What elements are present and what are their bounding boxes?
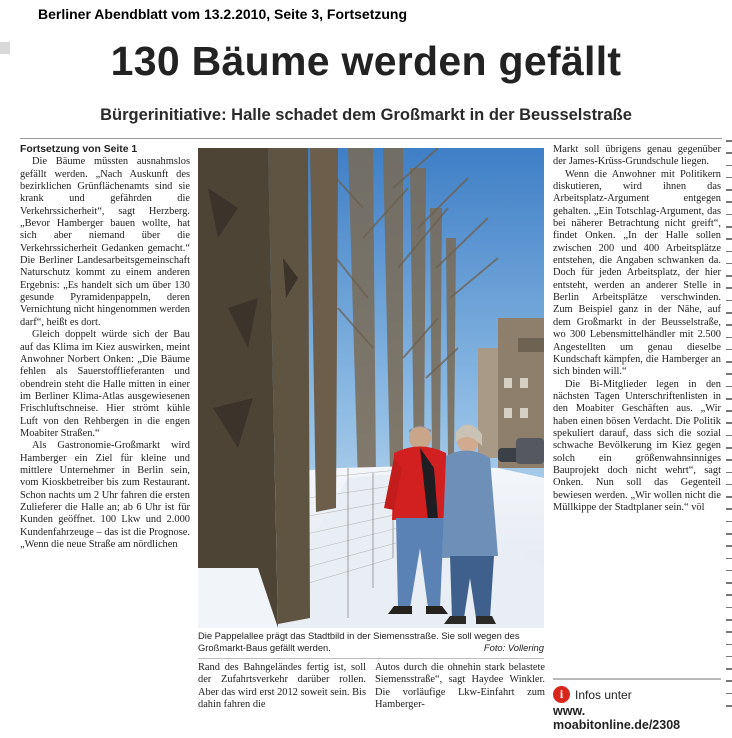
paragraph: Gleich doppelt würde sich der Bau auf das Klima im Kiez auswirken, meint Anwohner Norbert Onken: „Die Bäume fehlen als Sauerstofflieferanten und obendrein steht die Halle mitten in einer im Berliner Klima-Atlas ausgewiesenen Frischluftschneise. Hier strömt kühle Luft von den Rehbergen in die engen Moabiter Straßen.“ xyxy=(20,329,190,439)
paragraph: Die Bäume müssten ausnahmslos gefällt werden. „Nach Auskunft des bezirklichen Grünflächenamts sind sie krank und gefährden die Verkehrssicherheit“, sagt Herzberg. „Bevor Hamberger bauen wollte, hat sich aber niemand über die Verkehrssicherheit Gedanken gemacht.“ Die Berliner Landesarbeitsgemeinschaft Naturschutz kommt zu einem anderen Ergebnis: „Es handelt sich um über 130 gesunde Pyramidenpappeln, deren Vernichtung nicht hingenommen werden darf“, heißt es dort. xyxy=(20,156,190,328)
source-line: Berliner Abendblatt vom 13.2.2010, Seite 3, Fortsetzung xyxy=(38,6,408,22)
info-url-link[interactable]: moabitonline.de/2308 xyxy=(553,718,681,732)
article-bottom-column-1: Rand des Bahngeländes fertig ist, soll der Zufahrtsverkehr darüber rollen. Aber das wird erst 2012 soweit sein. Bis dahin fahren die xyxy=(198,662,366,711)
photo-credit: Foto: Vollering xyxy=(483,641,544,653)
header-rule xyxy=(20,138,722,139)
caption-divider xyxy=(198,658,544,659)
paragraph: Als Gastronomie-Großmarkt wird Hamberger ein Ziel für kleine und mittlere Unternehmer in Berlin sein, vom Kioskbetreiber bis zum Restaurant. Schon nachts um 2 Uhr fahren die ersten Zulieferer die Halle an; ab 6 Uhr ist für Kunden geöffnet. 100 Lkw und 2.000 Kundenfahrzeuge – das ist die Prognose. „Wenn die neue Straße am nördlichen xyxy=(20,440,190,550)
article-column-1 xyxy=(20,144,190,738)
article-photo xyxy=(198,148,544,628)
info-www: www. xyxy=(553,704,586,718)
info-line xyxy=(553,686,721,703)
article-column-3 xyxy=(553,144,721,672)
article-bottom-column-2: Autos durch die ohnehin stark belastete Siemensstraße“, sagt Haydee Winkler. Die vorläufige Lkw-Einfahrt zum Hamberger- xyxy=(375,662,545,711)
info-icon: i xyxy=(553,686,570,703)
continued-label: Fortsetzung von Seite 1 xyxy=(20,144,138,155)
photo-caption xyxy=(198,630,544,653)
paragraph: Wenn die Anwohner mit Politikern diskutieren, wird ihnen das Arbeitsplatz-Argument entgegen gehalten. „Ein Totschlag-Argument, das bei näherer Betrachtung nicht greift“, findet Onken. „In der Halle sollen zwischen 200 und 400 Arbeitsplätze entstehen, die Angaben schwanken da. Doch für jeden Arbeitsplatz, der hier entsteht, werden an anderer Stelle in Berlin Arbeitsplätze verschwinden. Zum Beispiel ganz in der Nähe, auf dem Großmarkt in der Beusselstraße, wo 300 Lebensmittelhändler mit 2.500 Angestellten um genau dieselbe Kundschaft kämpfen, die Hamberger an sich binden will.“ xyxy=(553,168,721,378)
caption-text: Die Pappelallee prägt das Stadtbild in der Siemensstraße. Sie soll wegen des Großmarkt-Baus gefällt werden. xyxy=(198,630,520,653)
info-box xyxy=(553,678,721,736)
paragraph: Die Bi-Mitglieder legen in den nächsten Tagen Unterschriftenlisten in den Moabiter Geschäften aus. „Wir haben einen bösen Verdacht. Die Politik spekuliert darauf, dass sich die sozial schwache Bevölkerung im Kiez gegen solch ein größenwahnsinniges Bauprojekt doch nicht wehrt“, sagt Onken. Nun soll das Gegenteil bewiesen werden. „Wir wollen nicht die Müllkippe der Stadtplaner sein.“ völ xyxy=(553,378,721,513)
info-label: Infos unter xyxy=(575,687,632,702)
adjacent-column-edge xyxy=(726,140,732,730)
subheadline: Bürgerinitiative: Halle schadet dem Großmarkt in der Beusselstraße xyxy=(100,106,632,124)
headline: 130 Bäume werden gefällt xyxy=(110,38,622,84)
paragraph: Markt soll übrigens genau gegenüber der James-Krüss-Grundschule liegen. xyxy=(553,144,721,168)
